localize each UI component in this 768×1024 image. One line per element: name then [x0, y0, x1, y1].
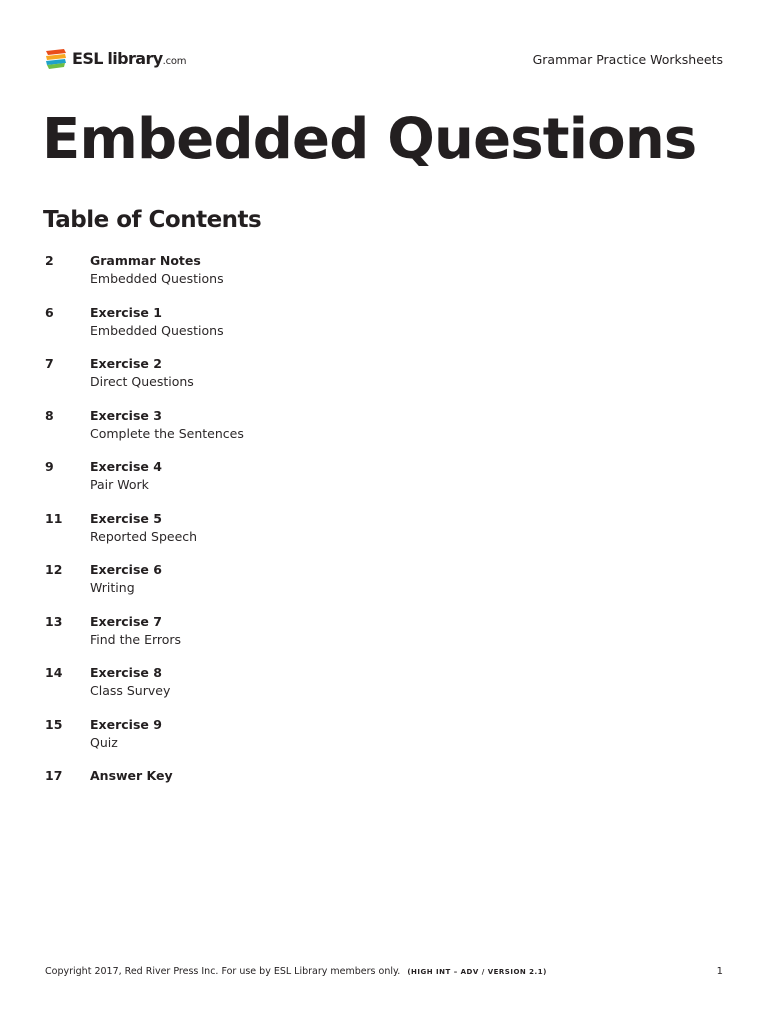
toc-entry-title: Exercise 2 — [90, 356, 162, 371]
copyright-notice: Copyright 2017, Red River Press Inc. For use by ESL Library members only. — [45, 966, 401, 977]
toc-entry[interactable] — [45, 767, 545, 819]
toc-entry-title: Exercise 9 — [90, 716, 162, 732]
toc-entry-title: Exercise 6 — [90, 562, 162, 577]
page-title: Embedded Questions — [42, 107, 697, 172]
toc-entry-title: Exercise 1 — [90, 304, 162, 320]
toc-page-number: 9 — [45, 459, 54, 474]
page-number: 1 — [716, 966, 723, 977]
logo-text-esl: ESL — [72, 49, 103, 68]
toc-entry-title: Exercise 8 — [90, 665, 162, 680]
toc-entry[interactable] — [45, 458, 545, 510]
toc-page-number: 7 — [45, 356, 54, 371]
esl-library-logo-icon — [44, 48, 68, 70]
toc-page-number: 15 — [45, 716, 63, 732]
toc-page-number: 2 — [45, 253, 54, 268]
logo-text-com: .com — [162, 56, 187, 67]
toc-page-number: 12 — [45, 562, 63, 577]
toc-entry[interactable] — [45, 304, 545, 356]
toc-entry-subtitle: Writing — [90, 580, 135, 595]
toc-entry-subtitle: Quiz — [90, 734, 118, 750]
level-version-label: (HIGH INT – ADV / VERSION 2.1) — [407, 968, 547, 976]
toc-entry-subtitle: Find the Errors — [90, 631, 182, 647]
toc-entry[interactable] — [45, 716, 545, 768]
toc-page-number: 13 — [45, 613, 63, 629]
toc-entry[interactable] — [45, 510, 545, 562]
table-of-contents — [45, 252, 545, 819]
toc-entry[interactable] — [45, 355, 545, 407]
logo-text-library: library — [107, 49, 163, 68]
toc-entry-title: Exercise 4 — [90, 459, 162, 474]
page-header — [44, 44, 723, 74]
toc-entry-subtitle: Embedded Questions — [90, 322, 224, 338]
toc-entry-title: Exercise 5 — [90, 510, 162, 526]
toc-page-number: 11 — [45, 510, 63, 526]
toc-entry[interactable] — [45, 252, 545, 304]
toc-entry[interactable] — [45, 407, 545, 459]
toc-entry-subtitle: Class Survey — [90, 683, 171, 698]
toc-entry[interactable] — [45, 613, 545, 665]
toc-entry-subtitle: Pair Work — [90, 477, 149, 492]
toc-entry-subtitle: Complete the Sentences — [90, 425, 244, 441]
series-label: Grammar Practice Worksheets — [532, 52, 723, 67]
toc-entry-title: Exercise 7 — [90, 613, 162, 629]
logo-wordmark — [72, 51, 186, 67]
toc-entry[interactable] — [45, 561, 545, 613]
toc-entry-subtitle: Reported Speech — [90, 528, 198, 544]
toc-page-number: 14 — [45, 665, 63, 680]
toc-entry-title: Grammar Notes — [90, 253, 201, 268]
page-footer — [45, 966, 723, 977]
toc-entry-title: Answer Key — [90, 768, 173, 783]
toc-page-number: 8 — [45, 407, 54, 423]
toc-entry-subtitle: Embedded Questions — [90, 271, 224, 286]
toc-page-number: 17 — [45, 768, 63, 783]
toc-page-number: 6 — [45, 304, 54, 320]
toc-heading: Table of Contents — [43, 207, 262, 233]
toc-entry[interactable] — [45, 664, 545, 716]
toc-entry-subtitle: Direct Questions — [90, 374, 194, 389]
esl-library-logo[interactable] — [44, 46, 186, 72]
toc-entry-title: Exercise 3 — [90, 407, 162, 423]
